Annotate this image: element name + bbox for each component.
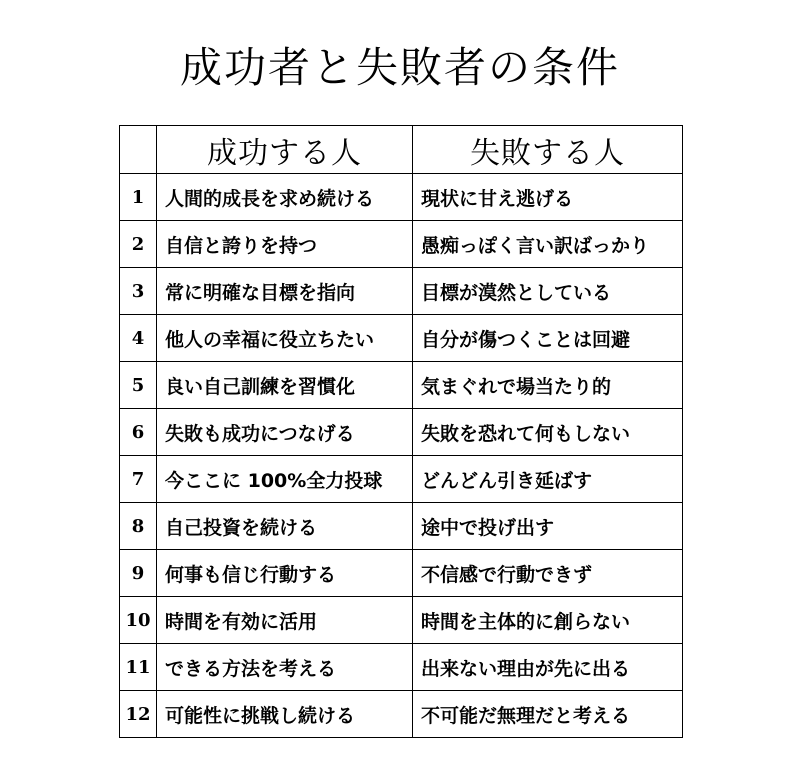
table-row (120, 174, 683, 221)
row-number: 6 (120, 409, 157, 456)
header-success: 成功する人 (157, 126, 413, 174)
success-trait: 自信と誇りを持つ (157, 221, 413, 268)
table-row (120, 315, 683, 362)
table-body (120, 174, 683, 738)
table-row (120, 362, 683, 409)
success-trait: 何事も信じ行動する (157, 550, 413, 597)
table-row (120, 503, 683, 550)
failure-trait: 気まぐれで場当たり的 (413, 362, 683, 409)
failure-trait: 時間を主体的に創らない (413, 597, 683, 644)
failure-trait: 自分が傷つくことは回避 (413, 315, 683, 362)
header-failure: 失敗する人 (413, 126, 683, 174)
success-trait: 可能性に挑戦し続ける (157, 691, 413, 738)
row-number: 9 (120, 550, 157, 597)
success-trait: 今ここに 100%全力投球 (157, 456, 413, 503)
header-number (120, 126, 157, 174)
row-number: 5 (120, 362, 157, 409)
row-number: 1 (120, 174, 157, 221)
table-row (120, 221, 683, 268)
failure-trait: 出来ない理由が先に出る (413, 644, 683, 691)
failure-trait: どんどん引き延ばす (413, 456, 683, 503)
failure-trait: 途中で投げ出す (413, 503, 683, 550)
table-row (120, 550, 683, 597)
failure-trait: 目標が漠然としている (413, 268, 683, 315)
success-trait: 他人の幸福に役立ちたい (157, 315, 413, 362)
row-number: 7 (120, 456, 157, 503)
success-trait: 自己投資を続ける (157, 503, 413, 550)
table-row (120, 597, 683, 644)
table-row (120, 409, 683, 456)
success-trait: 失敗も成功につなげる (157, 409, 413, 456)
failure-trait: 不信感で行動できず (413, 550, 683, 597)
row-number: 12 (120, 691, 157, 738)
table-row (120, 644, 683, 691)
success-trait: 良い自己訓練を習慣化 (157, 362, 413, 409)
row-number: 4 (120, 315, 157, 362)
success-trait: 時間を有効に活用 (157, 597, 413, 644)
row-number: 8 (120, 503, 157, 550)
success-trait: できる方法を考える (157, 644, 413, 691)
row-number: 11 (120, 644, 157, 691)
comparison-table (119, 125, 683, 738)
table-header-row (120, 126, 683, 174)
success-trait: 常に明確な目標を指向 (157, 268, 413, 315)
success-trait: 人間的成長を求め続ける (157, 174, 413, 221)
failure-trait: 失敗を恐れて何もしない (413, 409, 683, 456)
failure-trait: 愚痴っぽく言い訳ばっかり (413, 221, 683, 268)
table-row (120, 691, 683, 738)
row-number: 3 (120, 268, 157, 315)
table-row (120, 456, 683, 503)
table-row (120, 268, 683, 315)
failure-trait: 現状に甘え逃げる (413, 174, 683, 221)
failure-trait: 不可能だ無理だと考える (413, 691, 683, 738)
page-title: 成功者と失敗者の条件 (179, 43, 620, 92)
row-number: 10 (120, 597, 157, 644)
row-number: 2 (120, 221, 157, 268)
